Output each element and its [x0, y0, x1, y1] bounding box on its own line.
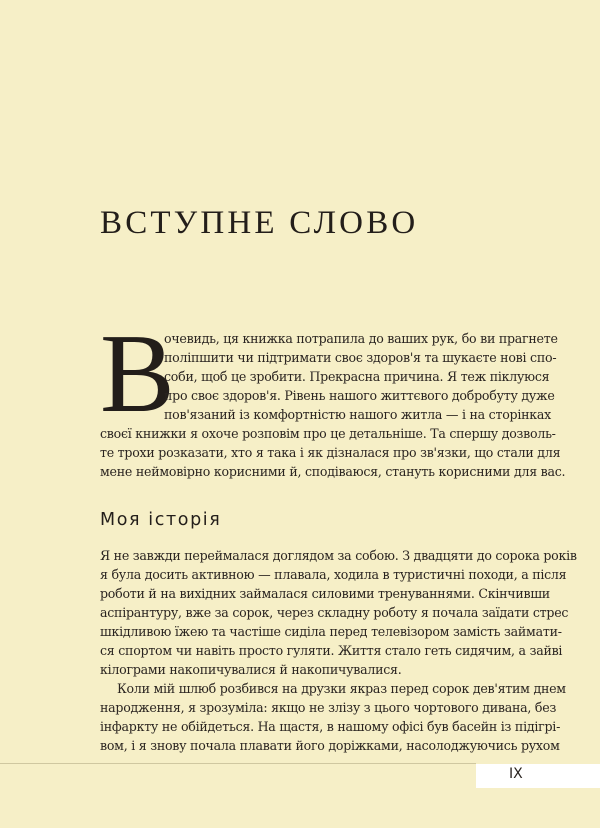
- intro-line: очевидь, ця книжка потрапила до ваших рук, бо ви прагнете: [164, 331, 558, 346]
- drop-cap: В: [100, 312, 175, 436]
- body-line: аспірантуру, вже за сорок, через складну роботу я почала заїдати стрес: [100, 605, 569, 620]
- body-line: я була досить активною — плавала, ходила в туристичні походи, а після: [100, 567, 567, 582]
- intro-line: своєї книжки я охоче розповім про це детальніше. Та спершу дозволь-: [100, 426, 556, 441]
- intro-line: пов'язаний із комфортністю нашого житла — і на сторінках: [164, 407, 551, 422]
- intro-line: поліпшити чи підтримати своє здоров'я та шукаєте нові спо-: [164, 350, 557, 365]
- body-line: інфаркту не обійдеться. На щастя, в нашому офісі був басейн із підігрі-: [100, 719, 561, 734]
- intro-line: те трохи розказати, хто я така і як дізналася про зв'язки, що стали для: [100, 445, 561, 460]
- page-title: ВСТУПНЕ СЛОВО: [100, 205, 419, 241]
- intro-line: про своє здоров'я. Рівень нашого життєвого добробуту дуже: [164, 388, 555, 403]
- body-line: вом, і я знову почала плавати його доріжками, насолоджуючись рухом: [100, 738, 560, 753]
- body-line: кілограми накопичувалися й накопичувалися.: [100, 662, 402, 677]
- body-line: шкідливою їжею та частіше сиділа перед телевізором замість займати-: [100, 624, 562, 639]
- body-line: Коли мій шлюб розбився на друзки якраз перед сорок дев'ятим днем: [117, 681, 566, 696]
- body-line: роботи й на вихідних займалася силовими тренуваннями. Скінчивши: [100, 586, 550, 601]
- page-number-tab: [476, 764, 600, 788]
- footer-divider: [0, 763, 476, 764]
- page-number: IX: [509, 766, 523, 782]
- body-line: ся спортом чи навіть просто гуляти. Життя стало геть сидячим, а зайві: [100, 643, 563, 658]
- body-line: народження, я зрозуміла: якщо не злізу з цього чортового дивана, без: [100, 700, 557, 715]
- section-heading: Моя історія: [100, 510, 222, 530]
- body-line: Я не завжди переймалася доглядом за собою. З двадцяти до сорока років: [100, 548, 577, 563]
- intro-line: мене неймовірно корисними й, сподіваюся, стануть корисними для вас.: [100, 464, 566, 479]
- intro-line: соби, щоб це зробити. Прекрасна причина. Я теж піклуюся: [164, 369, 550, 384]
